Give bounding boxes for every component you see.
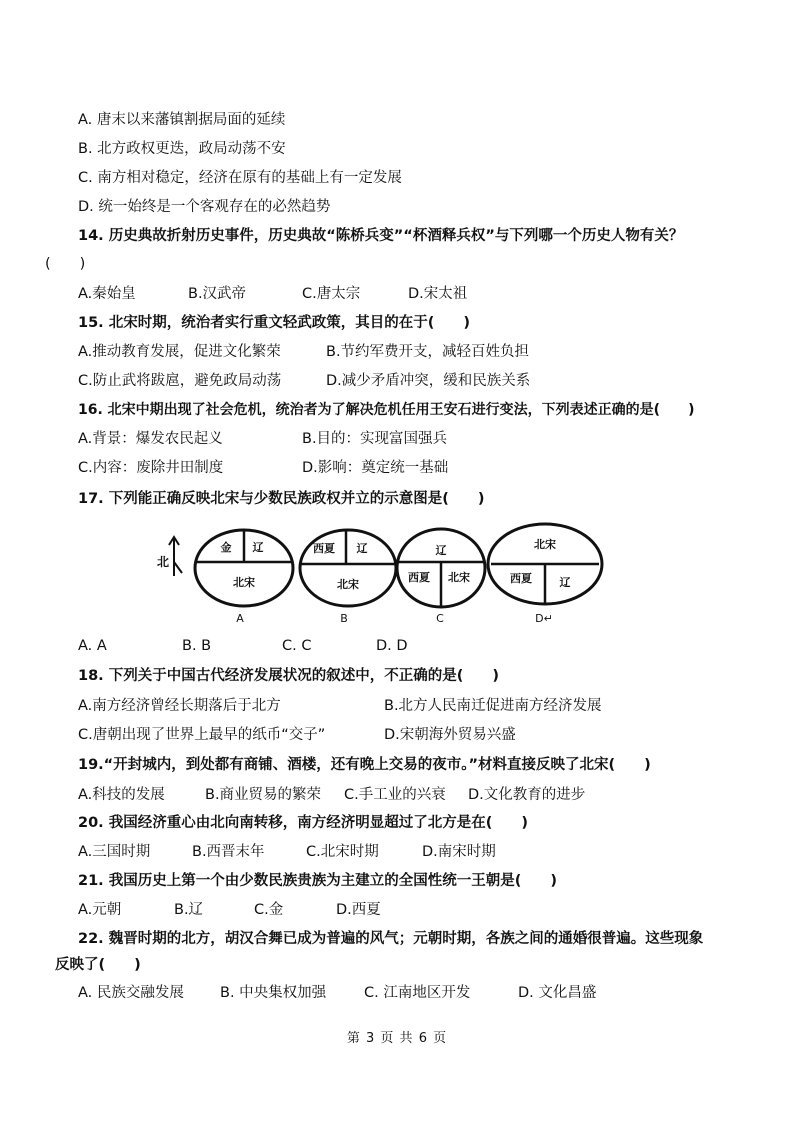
diagram-c-region-2: 西夏 <box>408 571 430 584</box>
q17-option-c: C. C <box>282 638 312 654</box>
q14-answer-paren: ( ) <box>45 256 86 272</box>
q14-option-c: C.唐太宗 <box>302 286 361 302</box>
q13-option-a: A. 唐末以来藩镇割据局面的延续 <box>78 112 286 128</box>
q18-option-d: D.宋朝海外贸易兴盛 <box>384 727 516 743</box>
diagram-d-region-3: 辽 <box>559 576 571 589</box>
diagram-b-region-3: 北宋 <box>337 578 359 591</box>
q22-stem: 22. 魏晋时期的北方，胡汉合舞已成为普遍的风气；元朝时期，各族之间的通婚很普遍。这些现象 <box>78 931 704 947</box>
q19-option-d: D.文化教育的进步 <box>468 787 586 803</box>
north-arrow-icon <box>169 537 182 576</box>
q15-option-b: B.节约军费开支，减轻百姓负担 <box>326 344 530 360</box>
diagram-c-circle <box>397 529 485 607</box>
q16-option-b: B.目的：实现富国强兵 <box>302 431 448 447</box>
q22-option-d: D. 文化昌盛 <box>518 985 597 1001</box>
q22-stem-continued: 反映了( ) <box>55 957 141 973</box>
q22-option-c: C. 江南地区开发 <box>364 985 471 1001</box>
diagram-b-label: B <box>340 612 348 625</box>
q18-stem: 18. 下列关于中国古代经济发展状况的叙述中，不正确的是( ) <box>78 668 499 684</box>
diagram-d-region-2: 西夏 <box>510 572 532 585</box>
q19-stem: 19.“开封城内，到处都有商铺、酒楼，还有晚上交易的夜市。”材料直接反映了北宋( ) <box>78 757 651 773</box>
q17-option-d: D. D <box>376 638 408 654</box>
diagram-c-label: C <box>436 612 444 625</box>
q17-diagram-figure <box>148 518 608 630</box>
q20-stem: 20. 我国经济重心由北向南转移，南方经济明显超过了北方是在( ) <box>78 815 528 831</box>
q18-option-c: C.唐朝出现了世界上最早的纸币“交子” <box>78 727 326 743</box>
q15-option-a: A.推动教育发展，促进文化繁荣 <box>78 344 281 360</box>
diagram-a-circle <box>195 530 293 606</box>
diagram-c-region-1: 辽 <box>435 544 447 557</box>
diagram-c-region-3: 北宋 <box>448 571 470 584</box>
q15-stem: 15. 北宋时期，统治者实行重文轻武政策，其目的在于( ) <box>78 315 470 331</box>
q13-option-c: C. 南方相对稳定，经济在原有的基础上有一定发展 <box>78 170 402 186</box>
q16-option-c: C.内容：废除井田制度 <box>78 460 224 476</box>
q17-option-b: B. B <box>182 638 212 654</box>
q20-option-d: D.南宋时期 <box>422 844 496 860</box>
q21-stem: 21. 我国历史上第一个由少数民族贵族为主建立的全国性统一王朝是( ) <box>78 873 557 889</box>
q14-option-b: B.汉武帝 <box>188 286 247 302</box>
q22-option-a: A. 民族交融发展 <box>78 985 184 1001</box>
q21-option-d: D.西夏 <box>336 902 381 918</box>
q14-option-a: A.秦始皇 <box>78 286 136 302</box>
q13-option-b: B. 北方政权更迭，政局动荡不安 <box>78 141 286 157</box>
diagram-a-region-1: 金 <box>220 541 232 554</box>
q20-option-c: C.北宋时期 <box>306 844 379 860</box>
q21-option-b: B.辽 <box>174 902 204 918</box>
q19-option-c: C.手工业的兴衰 <box>344 787 446 803</box>
diagram-a-region-3: 北宋 <box>233 576 255 589</box>
diagram-b-region-2: 辽 <box>356 542 368 555</box>
q18-option-b: B.北方人民南迁促进南方经济发展 <box>384 698 602 714</box>
q14-option-d: D.宋太祖 <box>408 286 468 302</box>
north-label: 北 <box>156 555 170 569</box>
q15-option-d: D.减少矛盾冲突，缓和民族关系 <box>326 373 531 389</box>
q21-option-a: A.元朝 <box>78 902 122 918</box>
page-number: 第 3 页 共 6 页 <box>346 1031 448 1046</box>
q16-option-d: D.影响：奠定统一基础 <box>302 460 449 476</box>
q16-option-a: A.背景：爆发农民起义 <box>78 431 223 447</box>
diagram-a-region-2: 辽 <box>252 541 264 554</box>
q17-option-a: A. A <box>78 638 107 654</box>
q16-stem: 16. 北宋中期出现了社会危机，统治者为了解决危机任用王安石进行变法，下列表述正确的是( ) <box>78 402 695 418</box>
q14-stem: 14. 历史典故折射历史事件，历史典故“陈桥兵变”“杯酒释兵权”与下列哪一个历史人物有关？ <box>78 228 684 244</box>
q21-option-c: C.金 <box>254 902 284 918</box>
diagram-d-region-1: 北宋 <box>534 538 556 551</box>
q15-option-c: C.防止武将跋扈，避免政局动荡 <box>78 373 282 389</box>
diagram-b-region-1: 西夏 <box>313 542 335 555</box>
q22-option-b: B. 中央集权加强 <box>220 985 327 1001</box>
diagram-d-circle <box>488 524 602 604</box>
q20-option-b: B.西晋末年 <box>192 844 265 860</box>
q20-option-a: A.三国时期 <box>78 844 151 860</box>
diagram-d-label: D↵ <box>535 612 553 625</box>
q13-option-d: D. 统一始终是一个客观存在的必然趋势 <box>78 199 331 215</box>
diagram-a-label: A <box>236 612 244 625</box>
q19-option-a: A.科技的发展 <box>78 787 165 803</box>
q19-option-b: B.商业贸易的繁荣 <box>205 787 322 803</box>
q18-option-a: A.南方经济曾经长期落后于北方 <box>78 698 281 714</box>
q17-stem: 17. 下列能正确反映北宋与少数民族政权并立的示意图是( ) <box>78 491 485 507</box>
